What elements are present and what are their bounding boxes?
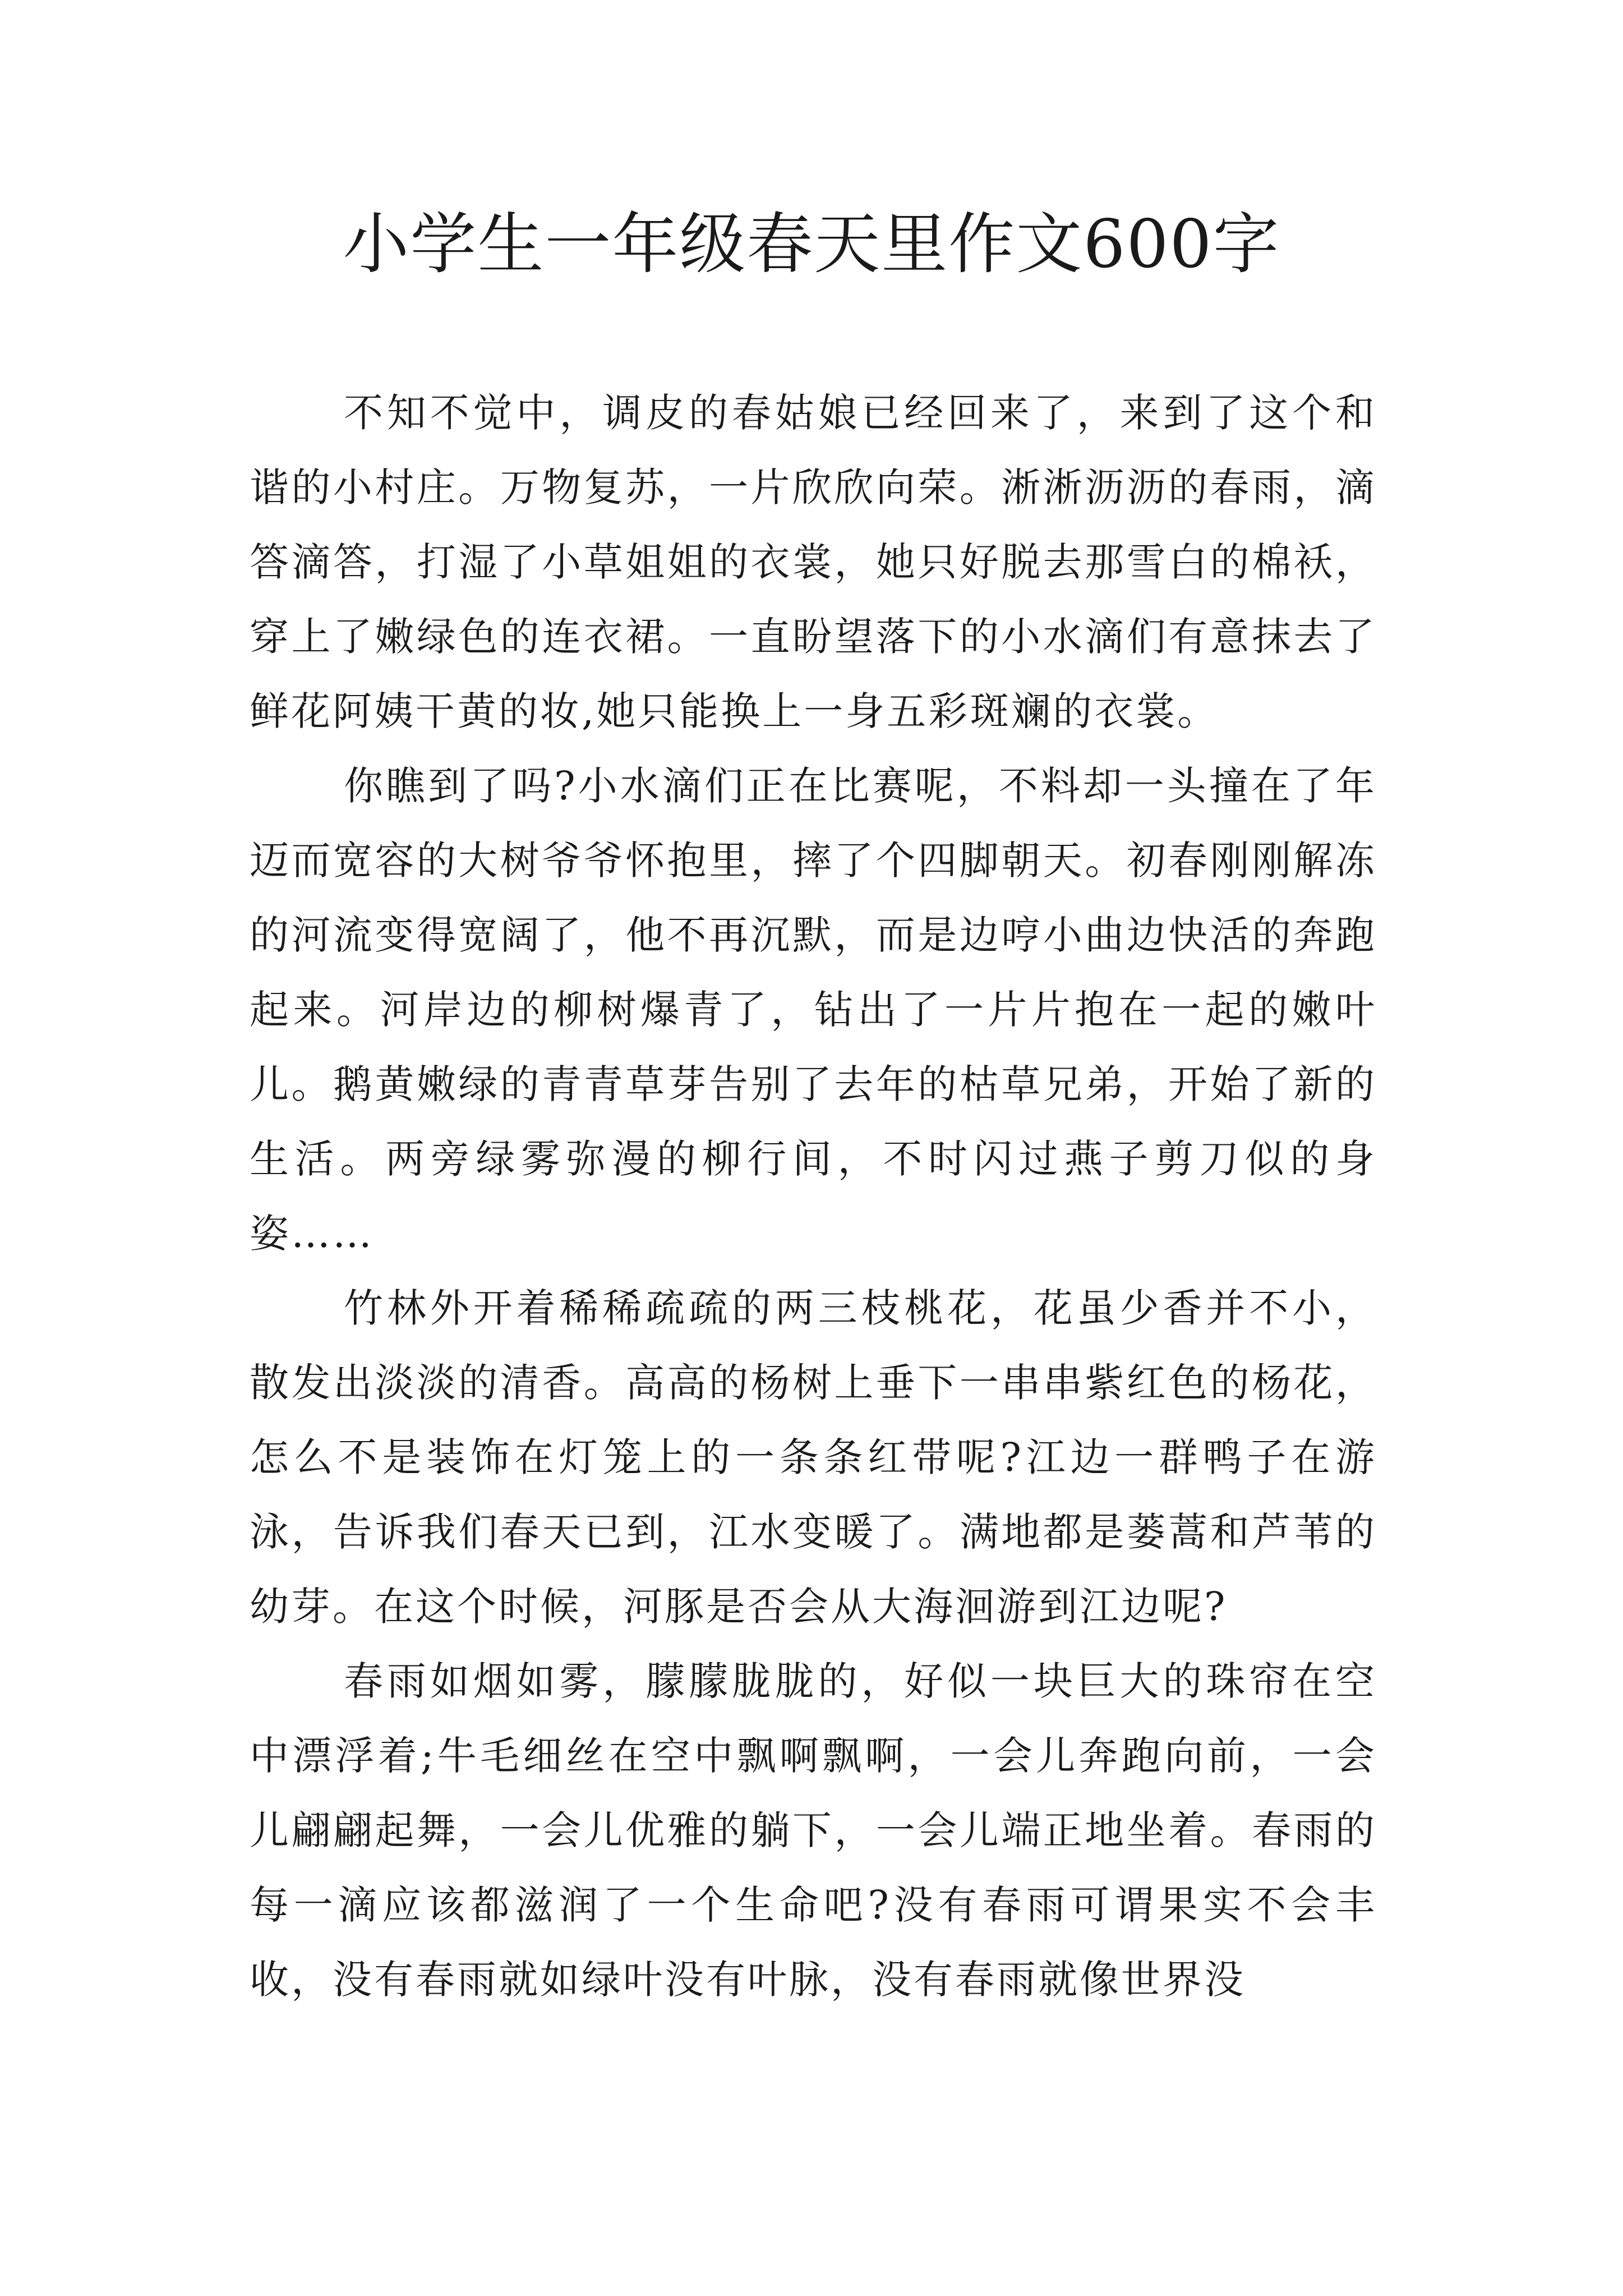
paragraph-4: 春雨如烟如雾，朦朦胧胧的，好似一块巨大的珠帘在空中漂浮着;牛毛细丝在空中飘啊飘啊，一会儿奔跑向前，一会儿翩翩起舞，一会儿优雅的躺下，一会儿端正地坐着。春雨的每一滴应该都滋润了一个生命吧?没有春雨可谓果实不会丰收，没有春雨就如绿叶没有叶脉，没有春雨就像世界没 <box>250 1658 1377 2003</box>
paragraph-2: 你瞧到了吗?小水滴们正在比赛呢，不料却一头撞在了年迈而宽容的大树爷爷怀抱里，摔了个四脚朝天。初春刚刚解冻的河流变得宽阔了，他不再沉默，而是边哼小曲边快活的奔跑起来。河岸边的柳树爆青了，钻出了一片片抱在一起的嫩叶儿。鹅黄嫩绿的青青草芽告别了去年的枯草兄弟，开始了新的生活。两旁绿雾弥漫的柳行间，不时闪过燕子剪刀似的身姿…… <box>250 763 1377 1257</box>
document-body <box>250 376 1377 2017</box>
document-title: 小学生一年级春天里作文600字 <box>343 205 1280 283</box>
paragraph-1: 不知不觉中，调皮的春姑娘已经回来了，来到了这个和谐的小村庄。万物复苏，一片欣欣向荣。淅淅沥沥的春雨，滴答滴答，打湿了小草姐姐的衣裳，她只好脱去那雪白的棉袄，穿上了嫩绿色的连衣裙。一直盼望落下的小水滴们有意抹去了鲜花阿姨干黄的妆,她只能换上一身五彩斑斓的衣裳。 <box>250 390 1377 734</box>
paragraph-3: 竹林外开着稀稀疏疏的两三枝桃花，花虽少香并不小，散发出淡淡的清香。高高的杨树上垂下一串串紫红色的杨花，怎么不是装饰在灯笼上的一条条红带呢?江边一群鸭子在游泳，告诉我们春天已到，江水变暖了。满地都是蒌蒿和芦苇的幼芽。在这个时候，河豚是否会从大海洄游到江边呢? <box>250 1285 1377 1630</box>
